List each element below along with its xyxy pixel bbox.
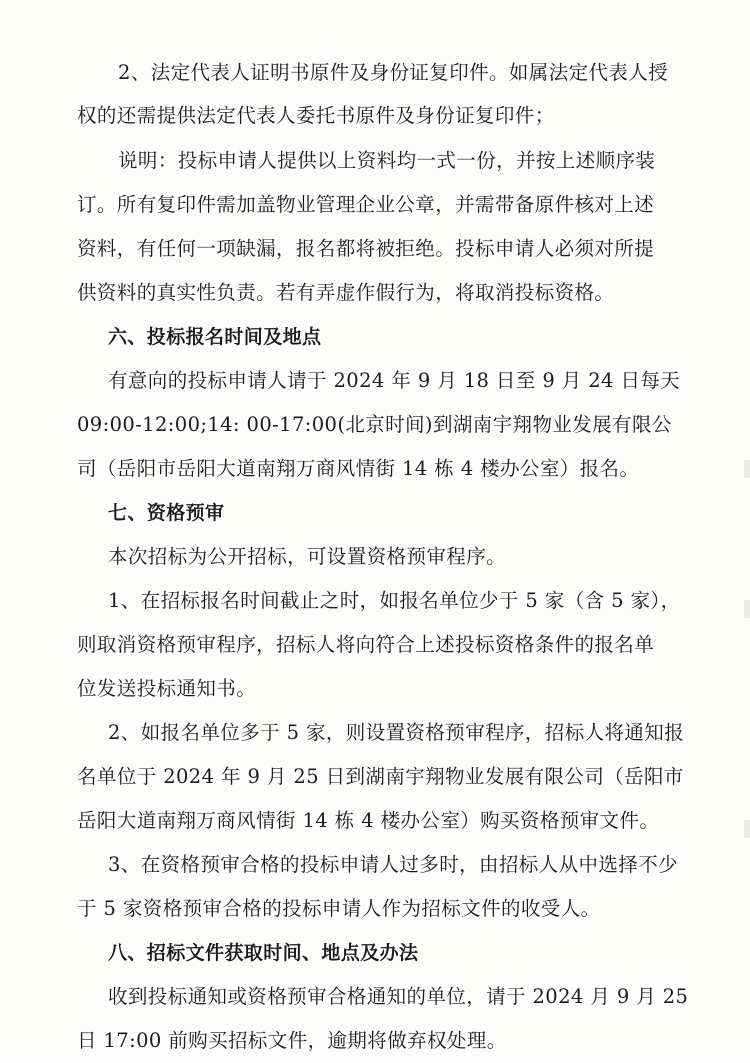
scan-mark — [744, 600, 750, 618]
paragraph-line-5: 资料，有任何一项缺漏，报名都将被拒绝。投标申请人必须对所提 — [77, 237, 655, 260]
paragraph-line-2: 权的还需提供法定代表人委托书原件及身份证复印件； — [77, 104, 555, 127]
paragraph-line-20: 日 17:00 前购买招标文件，逾期将做弃权处理。 — [77, 1029, 507, 1052]
paragraph-line-3: 说明：投标申请人提供以上资料均一式一份，并按上述顺序装 — [118, 149, 656, 172]
section-heading-6: 六、投标报名时间及地点 — [108, 326, 322, 348]
paragraph-line-14: 2、如报名单位多于 5 家，则设置资格预审程序，招标人将通知报 — [108, 721, 685, 744]
paragraph-line-1: 2、法定代表人证明书原件及身份证复印件。如属法定代表人授 — [118, 61, 669, 84]
paragraph-line-9: 司（岳阳市岳阳大道南翔万商风情街 14 栋 4 楼办公室）报名。 — [77, 457, 640, 480]
section-heading-7: 七、资格预审 — [108, 502, 225, 524]
paragraph-line-8: 09:00-12:00;14: 00-17:00(北京时间)到湖南宇翔物业发展有限公 — [77, 413, 672, 436]
paragraph-line-12: 则取消资格预审程序，招标人将向符合上述投标资格条件的报名单 — [77, 633, 655, 656]
scan-mark — [744, 820, 750, 838]
paragraph-line-18: 于 5 家资格预审合格的投标申请人作为招标文件的收受人。 — [77, 897, 601, 920]
paragraph-line-15: 名单位于 2024 年 9 月 25 日到湖南宇翔物业发展有限公司（岳阳市 — [77, 765, 684, 788]
paragraph-line-19: 收到投标通知或资格预审合格通知的单位，请于 2024 月 9 月 25 — [108, 985, 689, 1008]
paragraph-line-10: 本次招标为公开招标，可设置资格预审程序。 — [108, 545, 507, 568]
paragraph-line-13: 位发送投标通知书。 — [77, 677, 257, 700]
paragraph-line-16: 岳阳大道南翔万商风情街 14 栋 4 楼办公室）购买资格预审文件。 — [77, 809, 660, 832]
paragraph-line-6: 供资料的真实性负责。若有弄虚作假行为，将取消投标资格。 — [77, 281, 615, 304]
paragraph-line-4: 订。所有复印件需加盖物业管理企业公章，并需带备原件核对上述 — [77, 193, 655, 216]
paragraph-line-7: 有意向的投标申请人请于 2024 年 9 月 18 日至 9 月 24 日每天 — [108, 369, 681, 392]
scan-mark — [744, 460, 750, 478]
paragraph-line-11: 1、在招标报名时间截止之时，如报名单位少于 5 家（含 5 家）， — [108, 589, 681, 612]
paragraph-line-17: 3、在资格预审合格的投标申请人过多时，由招标人从中选择不少 — [108, 853, 679, 876]
section-heading-8: 八、招标文件获取时间、地点及办法 — [108, 942, 419, 964]
